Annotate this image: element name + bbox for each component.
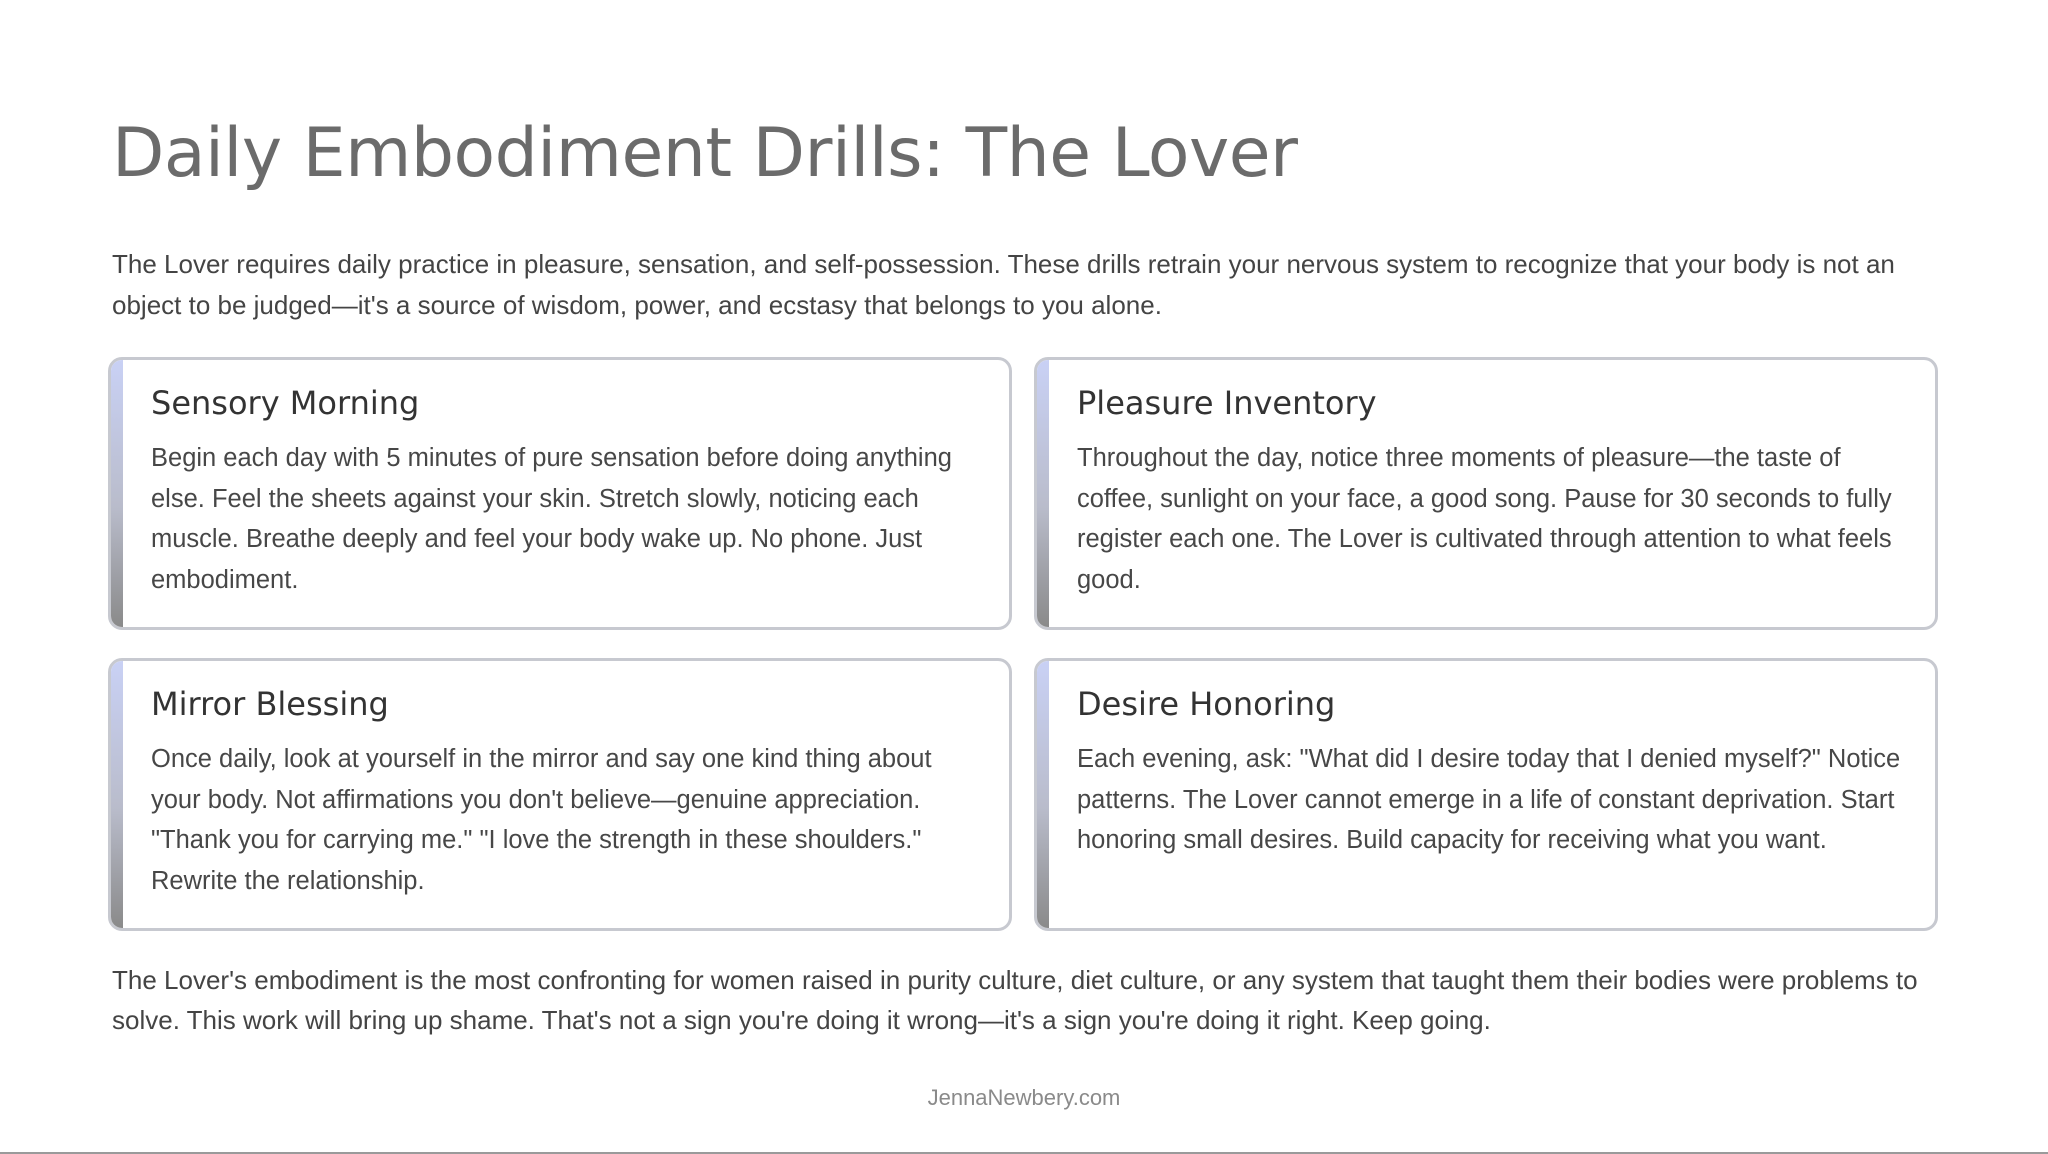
card-accent-bar [1037,360,1049,627]
drill-card-sensory-morning [108,357,1012,630]
card-body: Begin each day with 5 minutes of pure sensation before doing anything else. Feel the sheets against your skin. Stretch slowly, noticing each muscle. Breathe deeply and feel your body wake up. No phone. Just embodiment. [151,444,952,594]
card-accent-bar [111,661,123,928]
drill-cards-grid [108,357,1938,931]
card-body: Each evening, ask: "What did I desire today that I denied myself?" Notice patterns. The Lover cannot emerge in a life of constant deprivation. Start honoring small desires. Build capacity for receiving what you want. [1077,745,1901,854]
card-accent-bar [111,360,123,627]
drill-card-desire-honoring [1034,658,1938,931]
closing-paragraph: The Lover's embodiment is the most confronting for women raised in purity culture, diet culture, or any system that taught them their bodies were problems to solve. This work will bring up shame. That's not a sign you're doing it wrong—it's a sign you're doing it right. Keep going. [112,965,1918,1035]
intro-paragraph: The Lover requires daily practice in pleasure, sensation, and self-possession. These drills retrain your nervous system to recognize that your body is not an object to be judged—it's a source of wisdom, power, and ecstasy that belongs to you alone. [112,249,1895,320]
card-body: Throughout the day, notice three moments of pleasure—the taste of coffee, sunlight on your face, a good song. Pause for 30 seconds to fully register each one. The Lover is cultivated through attention to what feels good. [1077,444,1892,594]
page-title: Daily Embodiment Drills: The Lover [112,114,1298,193]
footer-website: JennaNewbery.com [927,1085,1121,1110]
card-accent-bar [1037,661,1049,928]
card-title: Sensory Morning [151,384,420,422]
card-body: Once daily, look at yourself in the mirror and say one kind thing about your body. Not affirmations you don't believe—genuine appreciation. "Thank you for carrying me." "I love the strength in these shoulders." Rewrite the relationship. [151,745,932,895]
card-title: Mirror Blessing [151,685,389,723]
card-title: Desire Honoring [1077,685,1336,723]
drill-card-mirror-blessing [108,658,1012,931]
drill-card-pleasure-inventory [1034,357,1938,630]
card-title: Pleasure Inventory [1077,384,1377,422]
